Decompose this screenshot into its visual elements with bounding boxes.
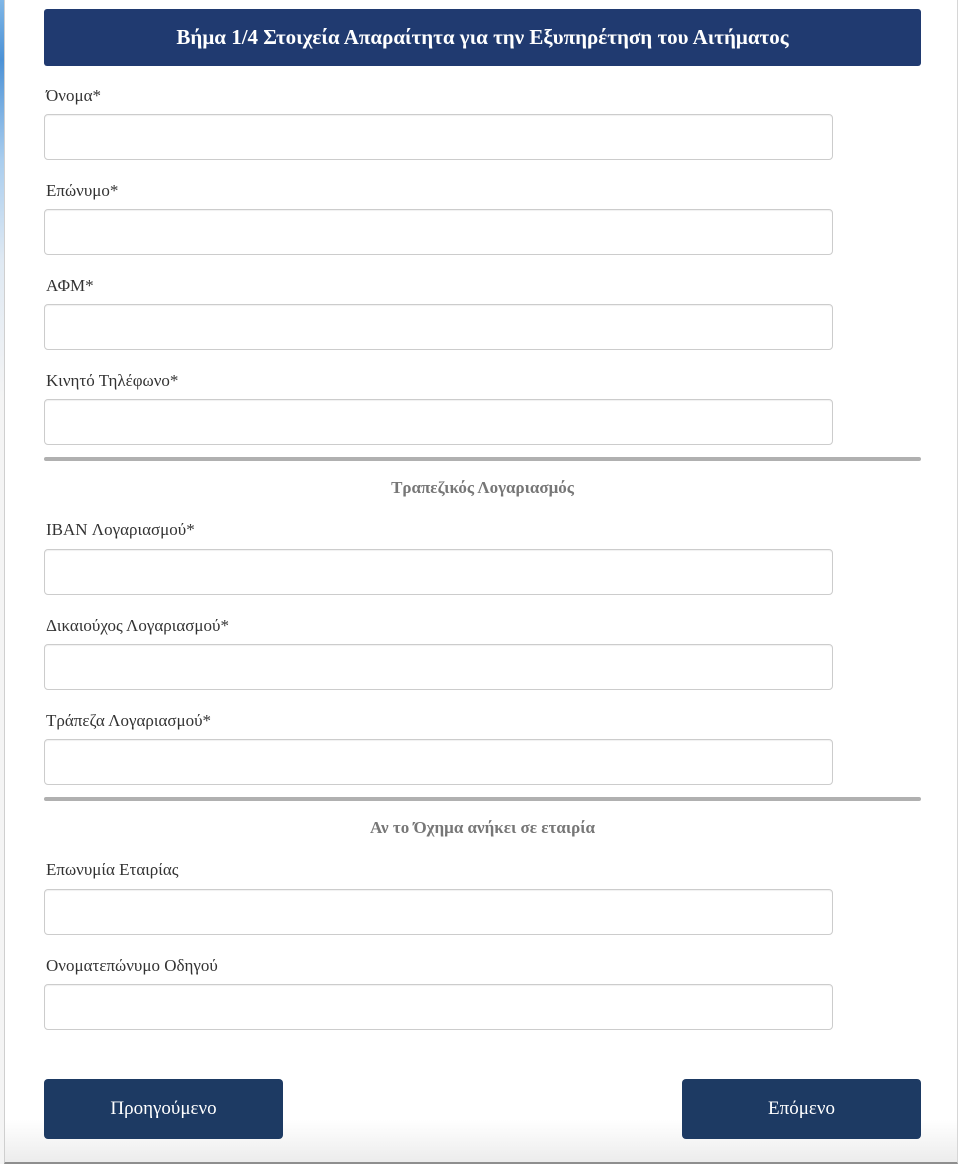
account-holder-label: Δικαιούχος Λογαριασμού*: [46, 616, 229, 635]
tax-id-label: ΑΦΜ*: [46, 276, 94, 295]
iban-input[interactable]: [44, 549, 833, 595]
form-page: [4, 0, 958, 1164]
iban-label: IBAN Λογαριασμού*: [46, 520, 195, 539]
account-holder-input[interactable]: [44, 644, 833, 690]
mobile-phone-input[interactable]: [44, 399, 833, 445]
next-button[interactable]: [682, 1079, 921, 1139]
company-name-input[interactable]: [44, 889, 833, 935]
previous-button-label: Προηγούμενο: [110, 1098, 217, 1119]
previous-button[interactable]: [44, 1079, 283, 1139]
section-divider: [44, 797, 921, 801]
company-section-title: Αν το Όχημα ανήκει σε εταιρία: [370, 818, 595, 837]
driver-name-input[interactable]: [44, 984, 833, 1030]
bank-section-title: Τραπεζικός Λογαριασμός: [391, 478, 574, 497]
first-name-input[interactable]: [44, 114, 833, 160]
next-button-label: Επόμενο: [768, 1098, 835, 1119]
first-name-label: Όνομα*: [46, 86, 101, 105]
mobile-phone-label: Κινητό Τηλέφωνο*: [46, 371, 179, 390]
company-name-label: Επωνυμία Εταιρίας: [46, 860, 179, 879]
step-header: [44, 9, 921, 66]
bank-name-label: Τράπεζα Λογαριασμού*: [46, 711, 212, 730]
driver-name-label: Ονοματεπώνυμο Οδηγού: [46, 956, 218, 975]
step-title: Βήμα 1/4 Στοιχεία Απαραίτητα για την Εξυπηρέτηση του Αιτήματος: [176, 25, 789, 49]
tax-id-input[interactable]: [44, 304, 833, 350]
bank-name-input[interactable]: [44, 739, 833, 785]
last-name-label: Επώνυμο*: [46, 181, 119, 200]
section-divider: [44, 457, 921, 461]
last-name-input[interactable]: [44, 209, 833, 255]
